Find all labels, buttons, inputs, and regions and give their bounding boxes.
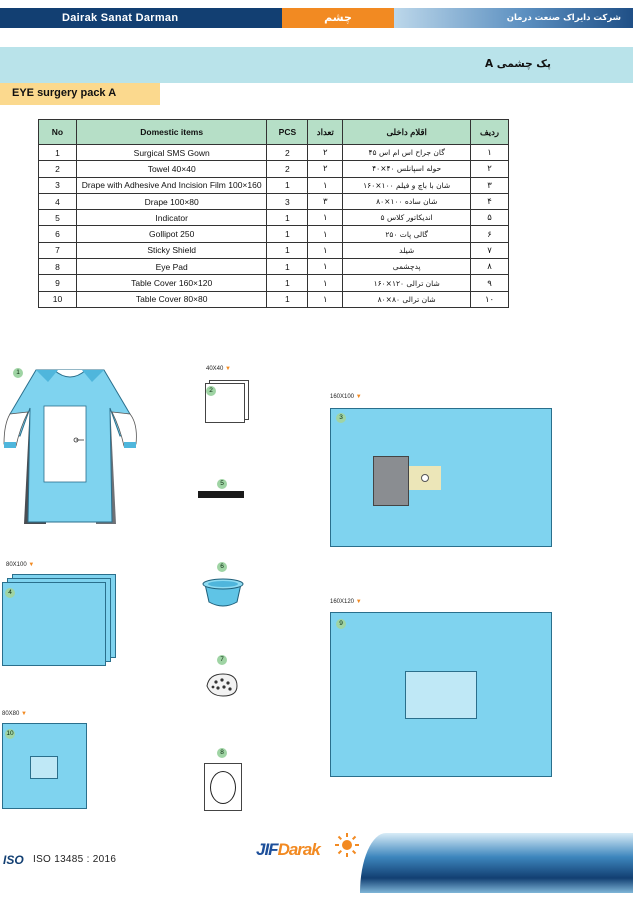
cell-item-fa: گان جراح اس ام اس ۴۵ [343, 145, 471, 161]
cell-no: 7 [39, 242, 77, 258]
table-body [39, 145, 509, 308]
cell-count-fa: ۱ [308, 177, 343, 193]
table-row [39, 210, 509, 226]
towel-number: 2 [206, 386, 216, 396]
cell-pcs: 1 [267, 259, 308, 275]
cell-count-fa: ۲ [308, 145, 343, 161]
cell-pcs: 1 [267, 210, 308, 226]
cell-count-fa: ۱ [308, 226, 343, 242]
table-cover-large-number: 9 [336, 619, 346, 629]
cell-pcs: 2 [267, 145, 308, 161]
cell-no: 6 [39, 226, 77, 242]
cell-item: Gollipot 250 [76, 226, 267, 242]
table-row [39, 177, 509, 193]
section-title-en: EYE surgery pack A [0, 83, 160, 105]
sun-icon [334, 832, 360, 858]
cell-item: Drape with Adhesive And Incision Film 100×160 [76, 177, 267, 193]
cell-count-fa: ۱ [308, 259, 343, 275]
cell-item-fa: حوله اسپانلس ۴۰×۴۰ [343, 161, 471, 177]
cell-row-fa: ۹ [471, 275, 509, 291]
cell-row-fa: ۵ [471, 210, 509, 226]
cell-item-fa: پدچشمی [343, 259, 471, 275]
cell-count-fa: ۲ [308, 161, 343, 177]
size-marker-icon: ▼ [225, 366, 231, 372]
cell-item-fa: شان ترالی ۱۲۰×۱۶۰ [343, 275, 471, 291]
section-title-band [0, 47, 633, 83]
cell-pcs: 1 [267, 177, 308, 193]
gown-figure [0, 364, 140, 529]
cell-row-fa: ۶ [471, 226, 509, 242]
table-cover-small-size-label [2, 711, 27, 717]
shield-icon [203, 670, 241, 700]
eye-pad-number: 8 [217, 748, 227, 758]
cell-item: Table Cover 80×80 [76, 291, 267, 307]
table-cover-small-size-text: 80X80 [2, 711, 20, 717]
cell-pcs: 1 [267, 291, 308, 307]
brand-logo-part-b: Darak [277, 840, 320, 859]
cell-no: 9 [39, 275, 77, 291]
size-marker-icon: ▼ [355, 599, 362, 605]
size-marker-icon: ▼ [355, 394, 362, 400]
cell-item: Surgical SMS Gown [76, 145, 267, 161]
table-cover-small-sheet [2, 723, 87, 809]
drape-size-text: 80X100 [6, 562, 27, 568]
header-pcs: PCS [267, 120, 308, 145]
header-no: No [39, 120, 77, 145]
cell-item: Drape 100×80 [76, 193, 267, 209]
cell-no: 5 [39, 210, 77, 226]
page-header [0, 0, 633, 28]
table-row [39, 242, 509, 258]
drape-film-size-text: 160X100 [330, 394, 355, 400]
company-name-en: Dairak Sanat Darman [0, 8, 282, 28]
drape-film-number: 3 [336, 413, 346, 423]
table-cover-large-window [405, 671, 477, 719]
table-row [39, 275, 509, 291]
cell-item-fa: گالی پات ۲۵۰ [343, 226, 471, 242]
table-row [39, 226, 509, 242]
drape-film-sheet [330, 408, 552, 547]
table-cover-small-number: 10 [6, 730, 14, 737]
cell-count-fa: ۱ [308, 210, 343, 226]
cell-row-fa: ۴ [471, 193, 509, 209]
cell-row-fa: ۱۰ [471, 291, 509, 307]
cell-item-fa: شیلد [343, 242, 471, 258]
cell-no: 10 [39, 291, 77, 307]
cell-row-fa: ۳ [471, 177, 509, 193]
gollipot-number: 6 [217, 562, 227, 572]
iso-logo: ISO [3, 853, 24, 867]
shield-number: 7 [217, 655, 227, 665]
table-cover-large-size-text: 160X120 [330, 599, 355, 605]
cell-row-fa: ۷ [471, 242, 509, 258]
gollipot-icon [200, 576, 246, 610]
cell-item-fa: شان ترالی ۸۰×۸۰ [343, 291, 471, 307]
table-row [39, 259, 509, 275]
cell-no: 3 [39, 177, 77, 193]
cell-pcs: 1 [267, 242, 308, 258]
gown-illustration [0, 364, 140, 529]
items-table [38, 119, 509, 308]
cell-pcs: 2 [267, 161, 308, 177]
size-marker-icon: ▼ [28, 562, 35, 568]
cell-count-fa: ۳ [308, 193, 343, 209]
header-domestic-items: Domestic items [76, 120, 267, 145]
cell-item: Indicator [76, 210, 267, 226]
drape-number: 4 [5, 588, 15, 598]
drape-film-incision-hole [421, 474, 429, 482]
towel-size-label [206, 366, 231, 372]
cell-count-fa: ۱ [308, 242, 343, 258]
table-row [39, 193, 509, 209]
cell-pcs: 3 [267, 193, 308, 209]
cell-item: Eye Pad [76, 259, 267, 275]
header-items-fa: اقلام داخلی [343, 120, 471, 145]
eye-pad-oval [210, 771, 236, 804]
cell-item-fa: شان ساده ۱۰۰×۸۰ [343, 193, 471, 209]
cell-pcs: 1 [267, 275, 308, 291]
cell-row-fa: ۱ [471, 145, 509, 161]
brand-logo-part-a: JIF [256, 840, 278, 859]
footer-band [360, 833, 633, 893]
header-count-fa: تعداد [308, 120, 343, 145]
cell-count-fa: ۱ [308, 275, 343, 291]
table-row [39, 145, 509, 161]
table-cover-large-sheet [330, 612, 552, 777]
cell-item-fa: اندیکاتور کلاس ۵ [343, 210, 471, 226]
cell-count-fa: ۱ [308, 291, 343, 307]
table-row [39, 161, 509, 177]
category-label: چشم [282, 8, 394, 28]
cell-item: Table Cover 160×120 [76, 275, 267, 291]
table-header-row [39, 120, 509, 145]
section-title-fa: پک چشمی A [484, 58, 551, 70]
cell-item: Sticky Shield [76, 242, 267, 258]
iso-certification: ISO 13485 : 2016 [33, 854, 117, 865]
cell-no: 2 [39, 161, 77, 177]
indicator-strip [198, 491, 244, 498]
size-marker-icon: ▼ [21, 711, 27, 717]
drape-size-label [6, 562, 34, 568]
table-cover-small-window [30, 756, 58, 779]
indicator-number: 5 [217, 479, 227, 489]
table-cover-large-size-label [330, 599, 362, 605]
cell-item-fa: شان با باچ و فیلم ۱۰۰×۱۶۰ [343, 177, 471, 193]
cell-item: Towel 40×40 [76, 161, 267, 177]
towel-size-text: 40X40 [206, 366, 224, 372]
cell-row-fa: ۲ [471, 161, 509, 177]
cell-pcs: 1 [267, 226, 308, 242]
cell-row-fa: ۸ [471, 259, 509, 275]
cell-no: 8 [39, 259, 77, 275]
drape-film-pocket [373, 456, 409, 506]
company-name-fa: شرکت دایراک صنعت درمان [394, 8, 633, 28]
brand-logo [256, 840, 320, 860]
header-row-fa: ردیف [471, 120, 509, 145]
table-row [39, 291, 509, 307]
gown-number: 1 [13, 368, 23, 378]
cell-no: 4 [39, 193, 77, 209]
drape-sheet-front [2, 582, 106, 666]
drape-film-size-label [330, 394, 362, 400]
cell-no: 1 [39, 145, 77, 161]
